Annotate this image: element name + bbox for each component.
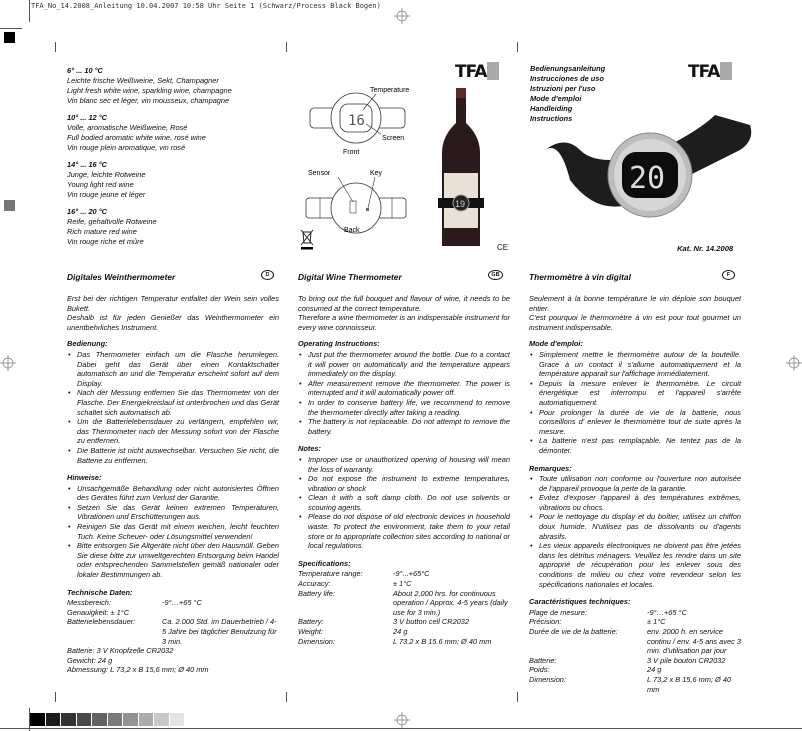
color-patch [170,713,185,726]
color-patch [46,713,61,726]
crosshair-icon [394,8,410,24]
wine-bottle-image [436,88,486,248]
color-patch [61,713,76,726]
wine-temperature-guide: 6° ... 10 °C Leichte frische Weißweine, Sekt, Champagner Light fresh white wine, sparkling wine, champagne Vin blanc sec et léger, vin mousseux, champagne 10° ... 12 °C Volle, aromatische Weißweine, Rosé Full bodied aromatic white wine, rosé wine Vin rouge plein aromatique, vin rosé 14° ... 16 °C Junge, leichte Rotweine Young light red wine Vin rouge jeune et léger 16° ... 20 °C Reife, gehaltvolle Rotweine Rich mature red wine Vin rouge riche et mûre [67,66,232,246]
svg-text:20: 20 [629,161,666,196]
column-fr: Seulement à la bonne température le vin déploie son bouquet entier. C'est pourquoi le thermomètre à vin est pour tout gourmet un instrument indispensable. Mode d'emploi: • Simplement mettre le thermomètre autour de la bouteille. Grace à un contact il s'allume automatiquement et la température apparait sur l'affichage immédiatement. • Depuis la mesure enlever le thermomètre. Le circuit énergétique est interrompu et l'appareil s'arrête automatiquement. • Pour prolonger la durée de vie de la batterie, nous conseillons d' enlever le thermomètre tout de suite après la mesure. • La batterie n'est pas remplaçable. Ne tentez pas de la démonter. Remarques: • Toute utilisation non conforme ou l'ouverture non autorisée de l'appareil provoque la perte de la garantie. • Evitez d'exposer l'appareil à des températures extrêmes, vibrations ou chocs. • Pour le nettoyage du display et du boîtier, utilisez un chiffon doux humide. N'utilisez pas de dissolvants ou d'agents abrasifs. • Les vieux appareils électroniques ne doivent pas être jetées dans les détritus ménagers. Veuillez les rendre dans un site approprié de récupération pour les enlever sous des conditions de milieu ou chez votre revendeur selon les spécifications nationales et locales. Caractéristiques techniques: Plage de mesure: -9°…+65 °C Précision: ± 1°C Durée de vie de la batterie: env. 2000 h. en service continu / env. 4-5 ans avec 3 min. d'utilisation par jour Batterie: 3 V pile bouton CR2032 Poids: 24 g Dimension: L 73,2 x B 15,6 mm; Ø 40 mm [529,294,741,694]
color-patch [30,713,45,726]
section-title-fr: Thermomètre à vin digital [529,272,631,282]
svg-text:Temperature: Temperature [370,87,410,94]
lang-badge-gb: GB [488,270,503,280]
ce-mark: CE [497,243,509,252]
svg-text:Back: Back [344,227,360,234]
thermometer-product-image [540,110,760,220]
crosshair-icon [394,712,410,728]
tfa-logo: TFA [688,62,732,82]
svg-text:Front: Front [343,149,360,156]
section-title-gb: Digital Wine Thermometer [298,272,402,282]
color-patch [92,713,107,726]
svg-text:Key: Key [370,170,383,177]
color-patch [154,713,169,726]
color-control-strip [30,713,184,726]
tfa-logo: TFA [455,62,499,82]
svg-text:19: 19 [455,199,466,209]
registration-square [4,200,15,211]
thermometer-diagram [298,80,428,240]
catalog-number: Kat. Nr. 14.2008 [677,244,734,253]
cover-titles: Bedienungsanleitung Instrucciones de uso Istruzioni per l'uso Mode d'emploi Handleiding Instructions [530,64,606,123]
lang-badge-de: D [261,270,274,280]
svg-text:Screen: Screen [382,135,405,142]
print-slug: TFA_No_14.2008_Anleitung 10.04.2007 10:58 Uhr Seite 1 (Schwarz/Process Black Bogen) [31,2,381,10]
color-patch [108,713,123,726]
color-patch [139,713,154,726]
crosshair-icon [786,355,802,371]
column-de: Erst bei der richtigen Temperatur entfaltet der Wein sein volles Bukett. Deshalb ist für jeden Genießer das Weinthermometer ein unentbehrliches Instrument. Bedienung: • Das Thermometer einfach um die Flasche herumlegen. Dabei geht das Gerät über einen Kontaktschalter automatisch an und die Temperatur erscheint sofort auf dem Display. • Nach der Messung entfernen Sie das Thermometer von der Flasche. Der Energiekreislauf ist unterbrochen und das Gerät schaltet sich automatisch ab. • Um die Batterielebensdauer zu verlängern, empfehlen wir, das Thermometer nach der Messung sofort von der Flasche zu entfernen. • Die Batterie ist nicht auswechselbar. Versuchen Sie nicht, die Batterie zu entfernen. Hinweise: • Unsachgemäße Behandlung oder nicht autorisiertes Öffnen des Gerätes führt zum Verlust der Garantie. • Setzen Sie das Gerät keinen extremen Temperaturen, Vibrationen und Erschütterungen aus. • Reinigen Sie das Gerät mit einem weichen, leicht feuchten Tuch. Keine Scheuer- oder Lösungsmittel verwenden! • Bitte entsorgen Sie Altgeräte nicht über den Hausmüll. Geben Sie diese bitte zur umweltgerechten Entsorgung beim Handel oder entsprechenden Sammelstellen gemäß nationaler oder lokaler Bestimmungen ab. Technische Daten: Messbereich: -9°…+65 °C Genauigkeit: ± 1°C Batterielebensdauer: Ca. 2.000 Std. im Dauerbetrieb / 4-5 Jahre bei täglicher Benutzung für 3 min. Batterie: 3 V Knopfzelle CR2032 Gewicht: 24 g Abmessung: L 73,2 x B 15,6 mm; Ø 40 mm [67,294,279,675]
lang-badge-fr: F [722,270,735,280]
section-title-de: Digitales Weinthermometer [67,272,176,282]
color-patch [123,713,138,726]
crosshair-icon [0,355,16,371]
registration-square [4,32,15,43]
svg-text:Sensor: Sensor [308,170,331,177]
column-gb: To bring out the full bouquet and flavour of wine, it needs to be consumed at the correct temperature. Therefore a wine thermometer is an indispensable instrument for every wine connoisseur. Operating Instructions: • Just put the thermometer around the bottle. Due to a contact it will power on automatically and the temperature appears immediately on the display. • After measurement remove the thermometer. The power is interrupted and it will automatically power off. • In order to conserve battery life, we recommend to remove the thermometer directly after taking a reading. • The battery is not replaceable. Do not attempt to remove the battery. Notes: • Improper use or unauthorized opening of housing will mean the loss of warranty. • Do not expose the instrument to extreme temperatures, vibration or shock • Clean it with a soft damp cloth. Do not use solvents or scouring agents. • Please do not dispose of old electronic devices in household waste. To protect the environment, take them to your retail store or to appropriate collection sites according to national or local regulations. Specifications: Temperature range: -9°...+65°C Accuracy: ± 1°C Battery life: About 2,000 hrs. for continuous operation / Approx. 4-5 years (daily use for 3 min.) Battery: 3 V button cell CR2032 Weight: 24 g Dimension: L 73.2 x B 15.6 mm; Ø 40 mm [298,294,510,646]
weee-bin-icon [300,228,314,250]
color-patch [77,713,92,726]
svg-text:16: 16 [348,113,365,129]
